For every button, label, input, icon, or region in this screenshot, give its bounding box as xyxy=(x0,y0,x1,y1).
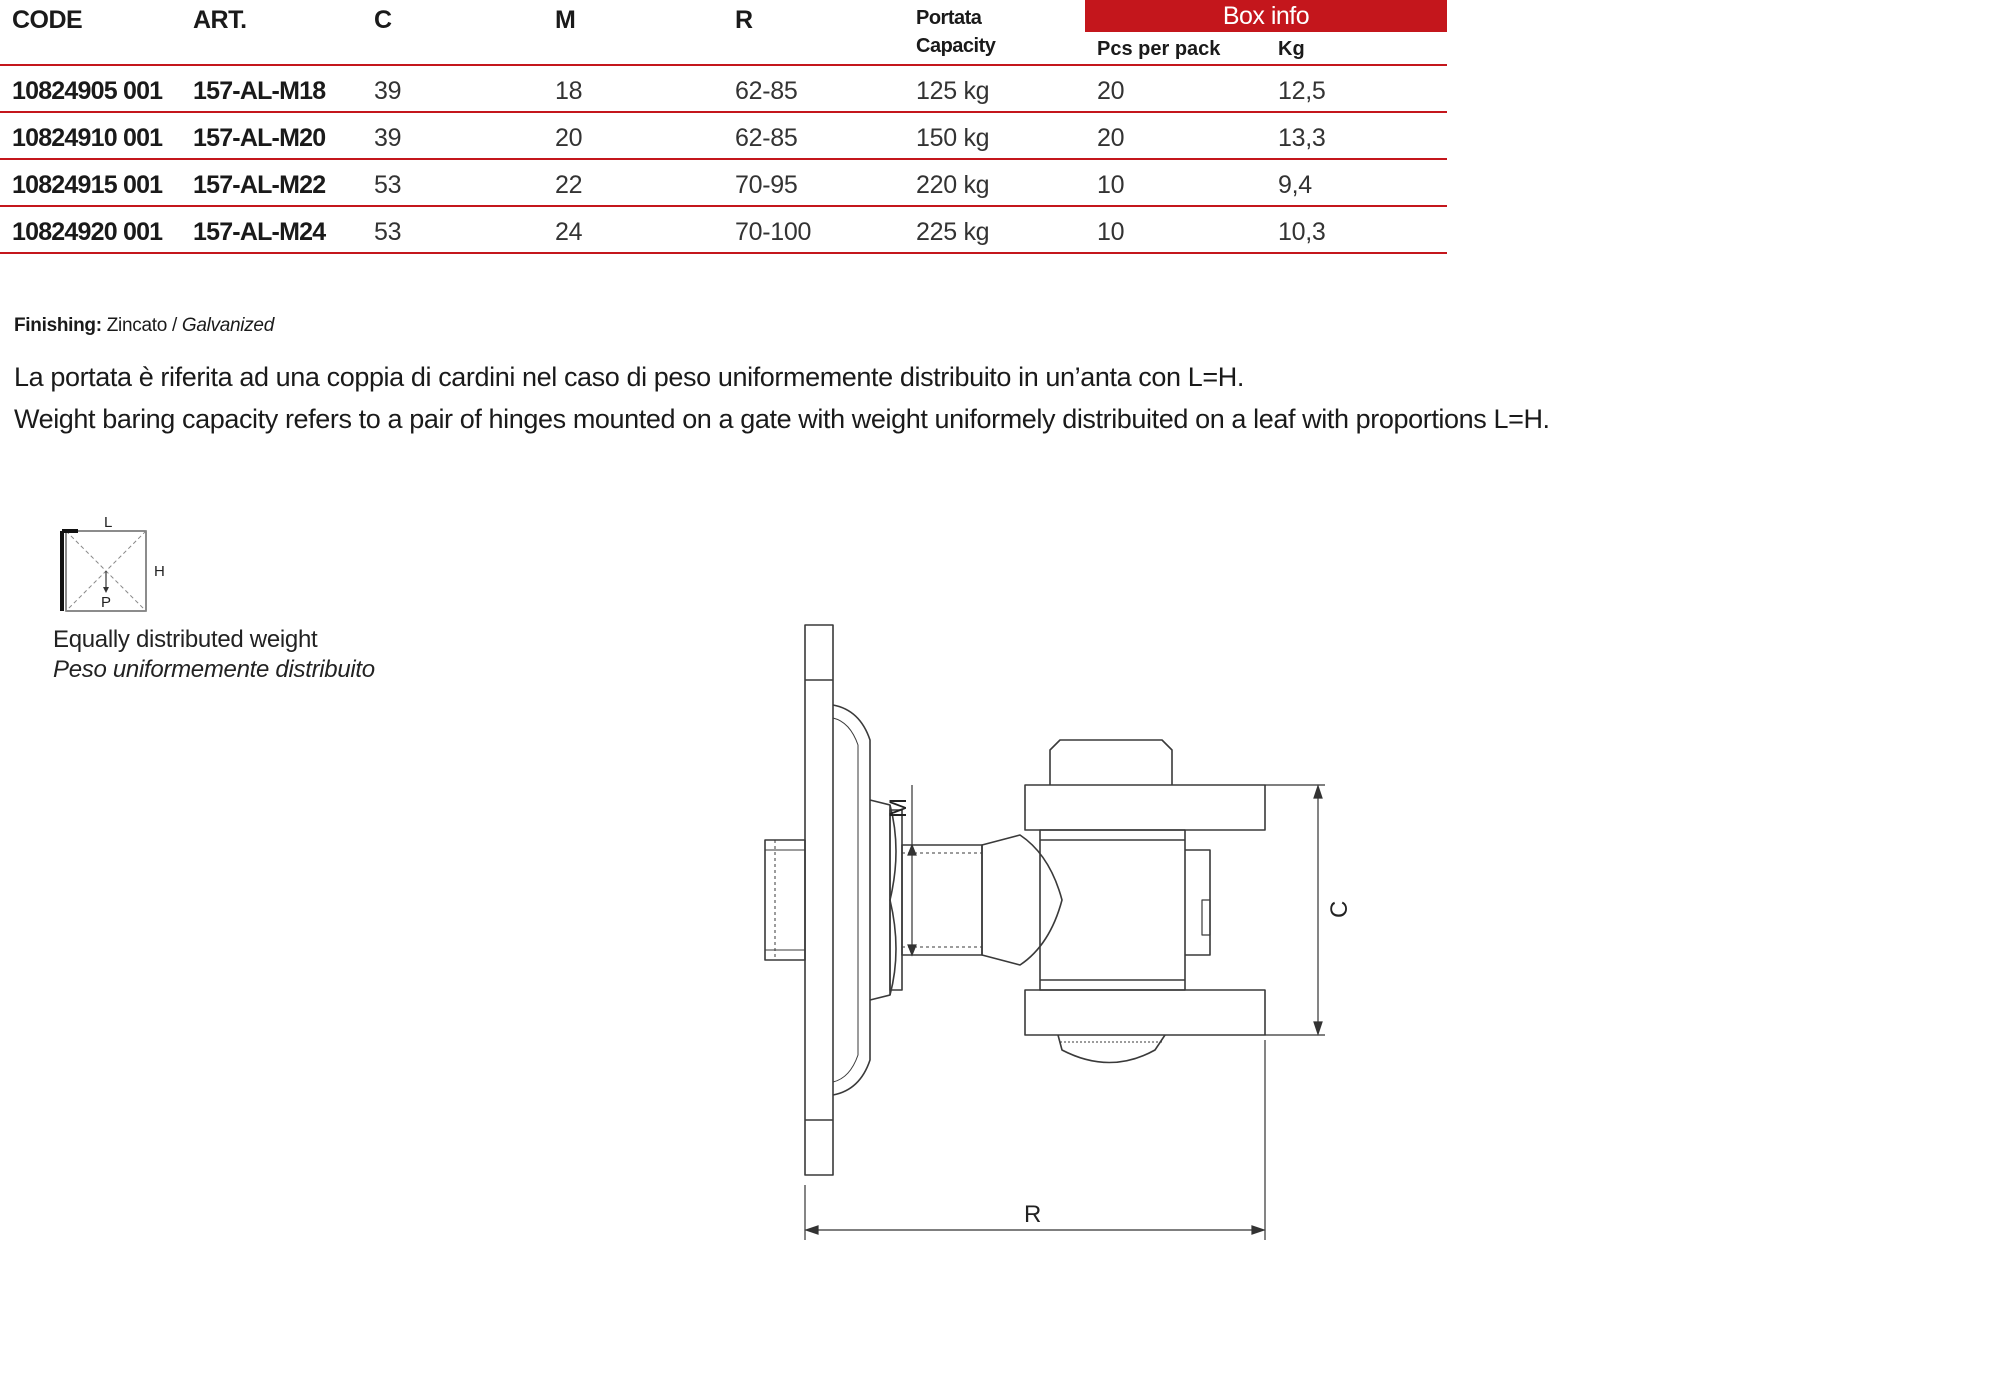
dimension-m-label: M xyxy=(885,798,912,818)
table-row xyxy=(0,112,1447,159)
header-c: C xyxy=(374,6,392,34)
header-r: R xyxy=(735,6,753,34)
header-capacity-label: Capacity xyxy=(916,35,996,57)
finishing-value-en: Galvanized xyxy=(181,315,274,336)
cell-capacity: 225 kg xyxy=(916,218,990,246)
capacity-note-en: Weight baring capacity refers to a pair of hinges mounted on a gate with weight uniformely distribuited on a leaf with proportions L=H. xyxy=(14,404,1550,434)
table-row xyxy=(0,159,1447,206)
threaded-stud-left xyxy=(765,840,805,960)
cell-m: 20 xyxy=(555,124,583,152)
hinge-neck xyxy=(982,835,1062,965)
cell-r: 70-95 xyxy=(735,171,798,199)
threaded-shaft xyxy=(902,845,982,955)
hinge-barrel xyxy=(1040,830,1210,990)
cell-art: 157-AL-M20 xyxy=(193,124,326,152)
icon-label-p: P xyxy=(101,594,112,611)
spec-table xyxy=(0,0,1447,254)
cell-code: 10824905 001 xyxy=(12,77,163,105)
cell-c: 39 xyxy=(374,77,402,105)
icon-label-l: L xyxy=(104,515,113,531)
cell-kg: 12,5 xyxy=(1278,77,1326,105)
cell-pcs: 10 xyxy=(1097,171,1125,199)
top-cap xyxy=(1050,740,1172,785)
cell-kg: 10,3 xyxy=(1278,218,1326,246)
table-row xyxy=(0,65,1447,112)
cell-art: 157-AL-M24 xyxy=(193,218,326,246)
cell-code: 10824910 001 xyxy=(12,124,163,152)
finishing-line xyxy=(14,315,274,337)
bottom-cap xyxy=(1058,1035,1165,1063)
header-m: M xyxy=(555,6,576,34)
capacity-note-it: La portata è riferita ad una coppia di cardini nel caso di peso uniformemente distribuito in un’anta con L=H. xyxy=(14,362,1244,392)
cell-capacity: 125 kg xyxy=(916,77,990,105)
cell-c: 53 xyxy=(374,218,402,246)
cell-code: 10824915 001 xyxy=(12,171,163,199)
hex-nut xyxy=(870,800,902,1000)
hinge-technical-drawing xyxy=(740,600,1420,1300)
cell-pcs: 20 xyxy=(1097,124,1125,152)
icon-label-h: H xyxy=(154,563,165,580)
finishing-separator: / xyxy=(166,315,182,336)
cell-c: 53 xyxy=(374,171,402,199)
cell-capacity: 220 kg xyxy=(916,171,990,199)
cell-pcs: 10 xyxy=(1097,218,1125,246)
weight-caption-it: Peso uniformemente distribuito xyxy=(53,656,375,683)
cell-c: 39 xyxy=(374,124,402,152)
plate-dome xyxy=(833,705,870,1095)
finishing-label: Finishing: xyxy=(14,315,102,336)
header-box-info: Box info xyxy=(1085,0,1447,33)
header-portata-label: Portata xyxy=(916,7,982,29)
cell-pcs: 20 xyxy=(1097,77,1125,105)
cell-art: 157-AL-M18 xyxy=(193,77,326,105)
header-art: ART. xyxy=(193,6,247,34)
cell-code: 10824920 001 xyxy=(12,218,163,246)
cell-kg: 13,3 xyxy=(1278,124,1326,152)
weight-caption-en: Equally distributed weight xyxy=(53,626,318,653)
mounting-plate xyxy=(805,625,833,1175)
cell-kg: 9,4 xyxy=(1278,171,1312,199)
distributed-weight-icon xyxy=(60,515,180,615)
cell-art: 157-AL-M22 xyxy=(193,171,326,199)
header-capacity xyxy=(904,0,1085,65)
cell-r: 70-100 xyxy=(735,218,812,246)
cell-r: 62-85 xyxy=(735,77,798,105)
bottom-flange xyxy=(1025,990,1265,1035)
header-kg: Kg xyxy=(1278,37,1305,60)
cell-capacity: 150 kg xyxy=(916,124,990,152)
cell-r: 62-85 xyxy=(735,124,798,152)
dimension-c-label: C xyxy=(1326,900,1353,918)
table-row xyxy=(0,206,1447,253)
cell-m: 22 xyxy=(555,171,583,199)
header-code: CODE xyxy=(12,6,83,34)
finishing-value-it: Zincato xyxy=(106,315,167,336)
header-pcs-per-pack: Pcs per pack xyxy=(1097,37,1221,60)
dimension-r-label: R xyxy=(1024,1201,1042,1228)
top-flange xyxy=(1025,785,1265,830)
cell-m: 24 xyxy=(555,218,583,246)
cell-m: 18 xyxy=(555,77,583,105)
